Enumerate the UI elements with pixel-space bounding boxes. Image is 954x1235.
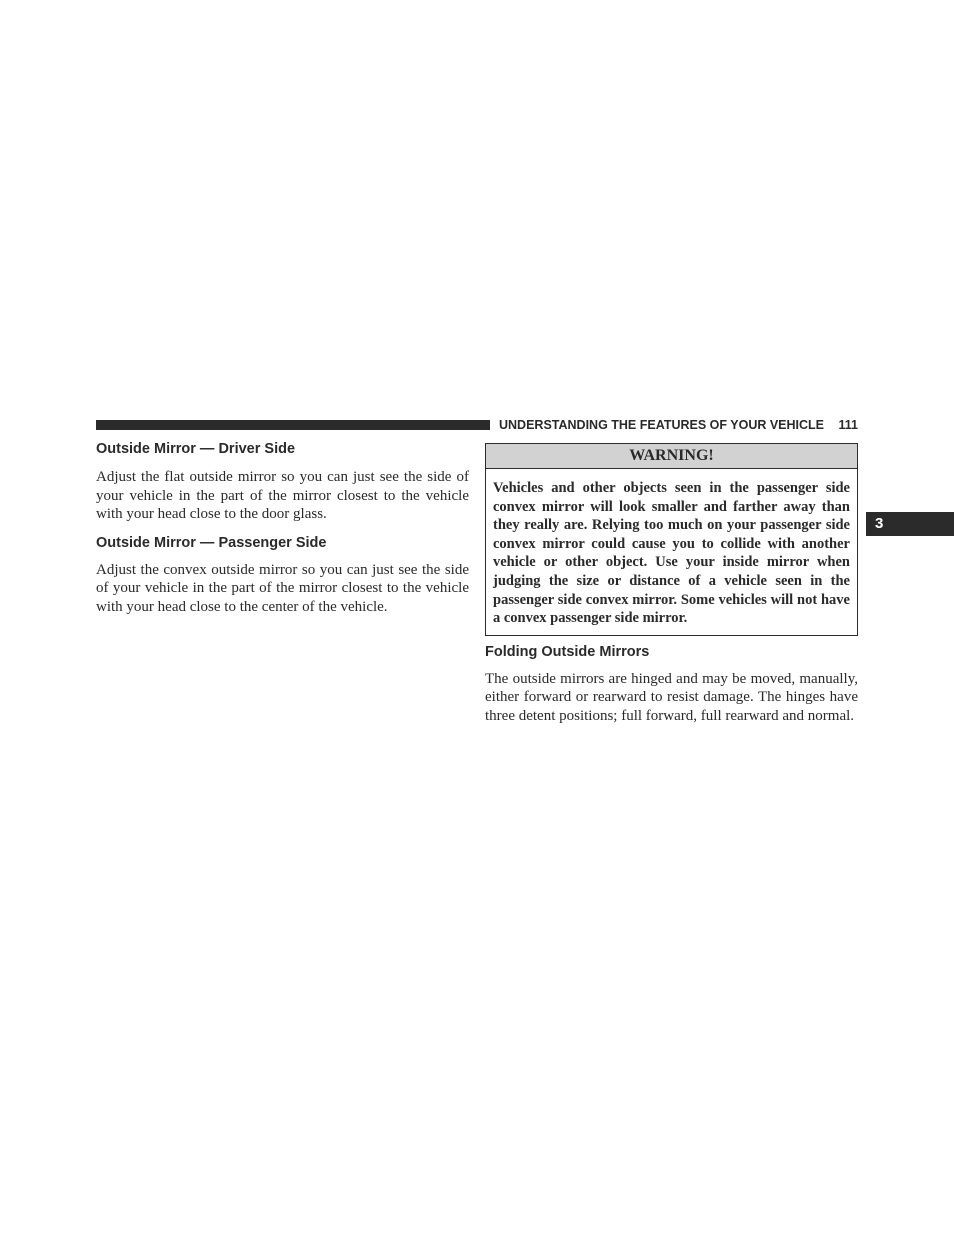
warning-title: WARNING!: [486, 444, 857, 469]
paragraph-driver-side-mirror: Adjust the flat outside mirror so you can just see the side of your vehicle in the part of the mirror closest to the vehicle with your head close to the door glass.: [96, 469, 469, 523]
warning-box: [485, 443, 858, 636]
header-rule-bar: [96, 420, 490, 430]
running-header: [499, 417, 858, 433]
heading-folding-mirrors: Folding Outside Mirrors: [485, 643, 650, 660]
page-number: 111: [838, 418, 858, 432]
paragraph-folding-mirrors: The outside mirrors are hinged and may be moved, manually, either forward or rearward to resist damage. The hinges have three detent positions; full forward, full rearward and normal.: [485, 670, 858, 724]
paragraph-passenger-side-mirror: Adjust the convex outside mirror so you can just see the side of your vehicle in the part of the mirror closest to the vehicle with your head close to the center of the vehicle.: [96, 561, 469, 615]
warning-text: Vehicles and other objects seen in the passenger side convex mirror will look smaller and farther away than they really are. Relying too much on your passenger side convex mirror could cause you to collide with another vehicle or other object. Use your inside mirror when judging the size or distance of a vehicle seen in the passenger side convex mirror. Some vehicles will not have a convex passenger side mirror.: [493, 480, 850, 627]
heading-passenger-side-mirror: Outside Mirror — Passenger Side: [96, 534, 327, 551]
running-header-title: UNDERSTANDING THE FEATURES OF YOUR VEHICLE: [499, 418, 825, 432]
chapter-tab: 3: [866, 512, 954, 536]
right-column: [485, 443, 858, 726]
left-column: [96, 438, 469, 617]
heading-driver-side-mirror: Outside Mirror — Driver Side: [96, 441, 296, 457]
